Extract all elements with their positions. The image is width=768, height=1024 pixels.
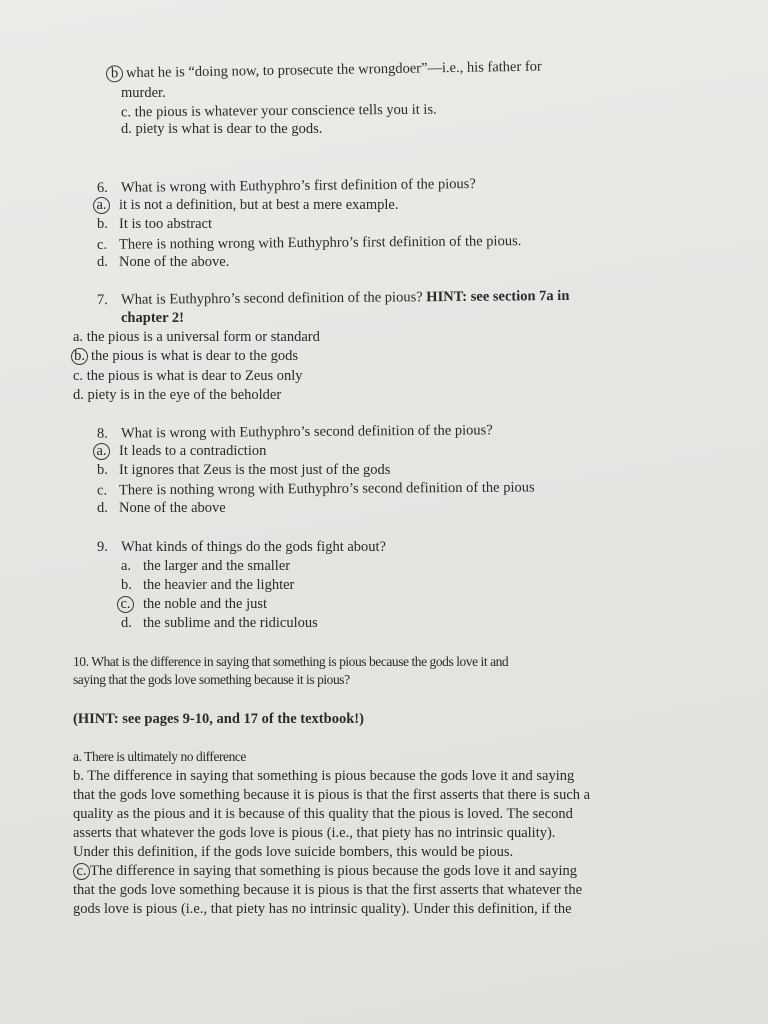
q6-option-c: c. There is nothing wrong with Euthyphro’s first definition of the pious. <box>96 233 522 253</box>
answer-circle-mark: a. <box>93 197 110 214</box>
q8-question: 8. What is wrong with Euthyphro’s second definition of the pious? <box>96 422 493 442</box>
q10-hint: (HINT: see pages 9-10, and 17 of the textbook!) <box>73 711 364 727</box>
q7-option-b: b. the pious is what is dear to the gods <box>71 347 298 365</box>
answer-circle-mark: c. <box>73 863 90 880</box>
q5-option-c: c. the pious is whatever your conscience tells you it is. <box>120 101 437 121</box>
q10-option-b-line: that the gods love something because it is pious is that the first asserts that there is such a <box>73 787 591 803</box>
q9-option-a: a. the larger and the smaller <box>121 558 291 574</box>
q8-option-a: a. It leads to a contradiction <box>97 442 266 460</box>
q7-hint-continuation: chapter 2! <box>121 310 184 326</box>
answer-circle-mark: b <box>106 65 123 82</box>
q7-option-d: d. piety is in the eye of the beholder <box>73 387 282 403</box>
q8-option-b: b. It ignores that Zeus is the most just of the gods <box>97 462 391 478</box>
q7-question: 7. What is Euthyphro’s second definition of the pious? HINT: see section 7a in <box>96 287 570 309</box>
q10-option-b-line: quality as the pious and it is because of this quality that the pious is loved. The second <box>73 806 573 822</box>
q6-question: 6. What is wrong with Euthyphro’s first definition of the pious? <box>96 176 476 196</box>
q5-option-b-continuation: murder. <box>121 85 166 101</box>
q10-option-b-line: asserts that whatever the gods love is pious (i.e., that piety has no intrinsic quality). <box>73 825 556 841</box>
q10-option-c-line: that the gods love something because it is pious is that the first asserts that whatever the <box>73 882 583 898</box>
q10-question-line-2: saying that the gods love something because it is pious? <box>73 672 350 687</box>
q9-question: 9. What kinds of things do the gods fight about? <box>97 539 386 555</box>
q10-option-b-line: Under this definition, if the gods love suicide bombers, this would be pious. <box>73 844 514 860</box>
q7-option-c: c. the pious is what is dear to Zeus only <box>73 368 303 384</box>
q8-option-c: c. There is nothing wrong with Euthyphro’s second definition of the pious <box>96 479 535 499</box>
answer-circle-mark: a. <box>93 443 110 460</box>
answer-circle-mark: c. <box>117 596 134 613</box>
q5-option-b: b what he is “doing now, to prosecute the wrongdoer”—i.e., his father for <box>110 58 542 83</box>
q10-option-b-line: b. The difference in saying that something is pious because the gods love it and saying <box>73 768 575 784</box>
q5-option-d: d. piety is what is dear to the gods. <box>121 121 323 137</box>
q9-option-d: d. the sublime and the ridiculous <box>121 615 318 631</box>
q10-option-c-line: c. The difference in saying that something is pious because the gods love it and saying <box>73 862 577 880</box>
q6-option-b: b. It is too abstract <box>97 216 213 232</box>
q10-option-c-line: gods love is pious (i.e., that piety has no intrinsic quality). Under this definition, if the <box>73 901 572 917</box>
q9-option-c: c. the noble and the just <box>121 595 267 613</box>
q6-option-d: d. None of the above. <box>97 254 230 270</box>
answer-circle-mark: b. <box>71 348 88 365</box>
q8-option-d: d. None of the above <box>97 500 226 516</box>
q9-option-b: b. the heavier and the lighter <box>121 577 295 593</box>
q10-option-a: a. There is ultimately no difference <box>73 749 246 764</box>
q10-question-line-1: 10. What is the difference in saying that something is pious because the gods love it and <box>73 654 509 669</box>
q6-option-a: a. it is not a definition, but at best a mere example. <box>97 196 398 214</box>
q7-option-a: a. the pious is a universal form or standard <box>73 329 320 345</box>
q7-hint: HINT: see section 7a in <box>426 287 570 306</box>
